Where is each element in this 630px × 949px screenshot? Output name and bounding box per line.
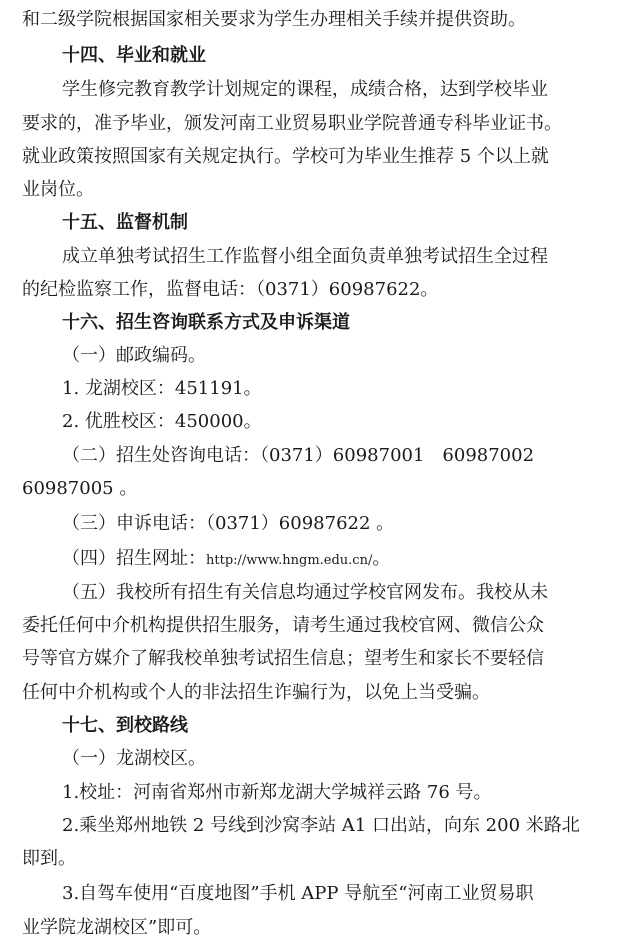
paragraph-line: 的纪检监察工作，监督电话：（0371）60987622。: [22, 279, 439, 300]
paragraph-line: 2. 优胜校区：450000。: [62, 411, 262, 432]
paragraph-line: （一）龙湖校区。: [62, 748, 206, 769]
admissions-website-link[interactable]: http://www.hngm.edu.cn/: [206, 553, 373, 568]
paragraph-line: 3.自驾车使用“百度地图”手机 APP 导航至“河南工业贸易职: [62, 883, 534, 904]
paragraph-line: 即到。: [22, 848, 76, 869]
paragraph-line: 业岗位。: [22, 179, 94, 200]
paragraph-line: 号等官方媒介了解我校单独考试招生信息；望考生和家长不要轻信: [22, 648, 544, 669]
paragraph-line: 1.校址：河南省郑州市新郑龙湖大学城祥云路 76 号。: [62, 782, 492, 803]
paragraph-line: 委托任何中介机构提供招生服务，请考生通过我校官网、微信公众: [22, 615, 544, 636]
paragraph-line: （二）招生处咨询电话：（0371）60987001 60987002: [62, 445, 535, 466]
paragraph-line: 要求的，准予毕业，颁发河南工业贸易职业学院普通专科毕业证书。: [22, 113, 562, 134]
section-heading: 十六、招生咨询联系方式及申诉渠道: [62, 312, 350, 333]
paragraph-line: [62, 545, 614, 575]
section-heading: 十四、毕业和就业: [62, 45, 206, 66]
paragraph-line: 1. 龙湖校区：451191。: [62, 378, 262, 399]
paragraph-line: 学生修完教育教学计划规定的课程，成绩合格，达到学校毕业: [62, 79, 548, 100]
paragraph-line: （五）我校所有招生有关信息均通过学校官网发布。我校从未: [62, 582, 548, 603]
section-heading: 十七、到校路线: [62, 715, 188, 736]
paragraph-line: 业学院龙湖校区”即可。: [22, 917, 212, 938]
url-end: 。: [372, 548, 391, 569]
url-label: （四）招生网址：: [62, 548, 206, 569]
section-heading: 十五、监督机制: [62, 212, 188, 233]
paragraph-line: 任何中介机构或个人的非法招生诈骗行为，以免上当受骗。: [22, 682, 490, 703]
paragraph-line: 和二级学院根据国家相关要求为学生办理相关手续并提供资助。: [22, 9, 526, 30]
paragraph-line: （一）邮政编码。: [62, 345, 206, 366]
paragraph-line: 成立单独考试招生工作监督小组全面负责单独考试招生全过程: [62, 246, 548, 267]
paragraph-line: 2.乘坐郑州地铁 2 号线到沙窝李站 A1 口出站，向东 200 米路北: [62, 815, 580, 836]
paragraph-line: 60987005 。: [22, 478, 138, 499]
paragraph-line: （三）申诉电话：（0371）60987622 。: [62, 513, 395, 534]
paragraph-line: 就业政策按照国家有关规定执行。学校可为毕业生推荐 5 个以上就: [22, 146, 549, 167]
